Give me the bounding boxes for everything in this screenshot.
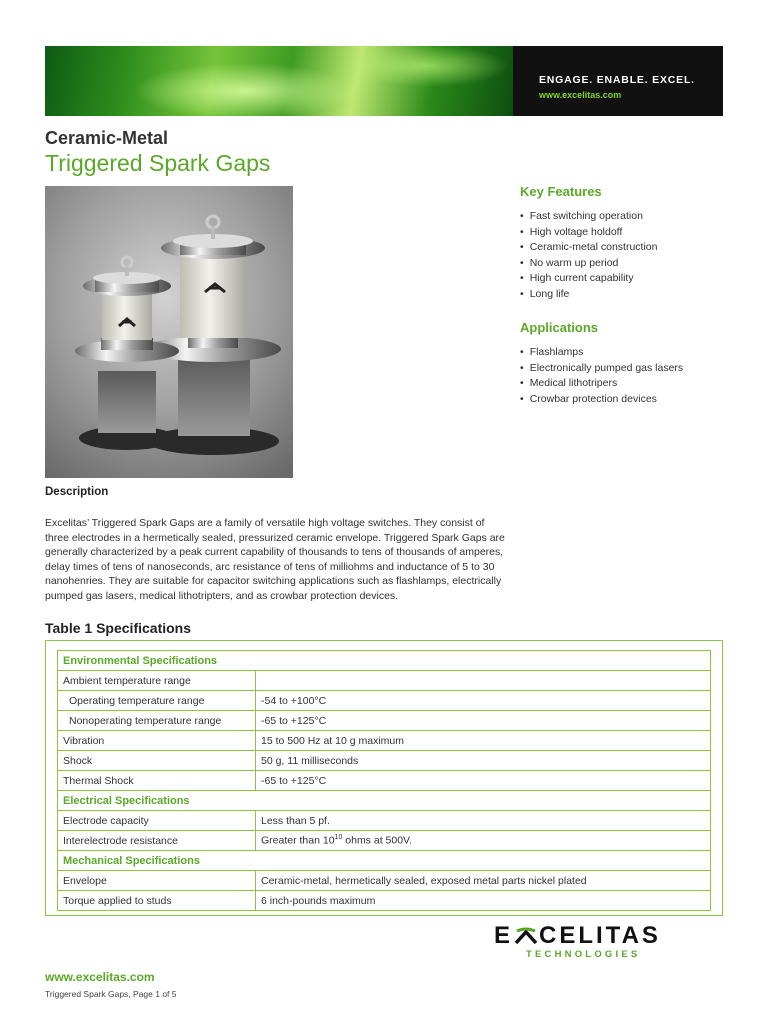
list-item: • Ceramic-metal construction xyxy=(520,240,740,256)
page-title: Triggered Spark Gaps xyxy=(45,150,271,176)
spec-value: Ceramic-metal, hermetically sealed, exposed metal parts nickel plated xyxy=(256,871,711,891)
spec-label: Ambient temperature range xyxy=(58,671,256,691)
applications-list xyxy=(520,345,740,407)
spec-label: Thermal Shock xyxy=(58,771,256,791)
table-row xyxy=(58,711,711,731)
spec-value xyxy=(256,831,711,851)
list-item: • Fast switching operation xyxy=(520,209,740,225)
spec-value: 15 to 500 Hz at 10 g maximum xyxy=(256,731,711,751)
list-item: • Medical lithotripers xyxy=(520,376,740,392)
description-heading: Description xyxy=(45,486,109,498)
list-item: • No warm up period xyxy=(520,256,740,272)
logo-wordmark xyxy=(494,922,704,950)
tagline: ENGAGE. ENABLE. EXCEL. xyxy=(539,74,695,86)
spec-label: Operating temperature range xyxy=(58,691,256,711)
table-row xyxy=(58,811,711,831)
footer-url-link[interactable]: www.excelitas.com xyxy=(45,970,155,984)
table-section-row xyxy=(58,651,711,671)
spec-label: Torque applied to studs xyxy=(58,891,256,911)
spec-table xyxy=(57,650,711,911)
spec-label: Electrode capacity xyxy=(58,811,256,831)
spec-table-frame xyxy=(45,640,723,916)
table-row xyxy=(58,891,711,911)
list-item: • Long life xyxy=(520,287,740,303)
banner-green-graphic xyxy=(45,46,513,116)
table-section-row xyxy=(58,791,711,811)
table-section-row xyxy=(58,851,711,871)
list-item: • Electronically pumped gas lasers xyxy=(520,361,740,377)
spec-label: Interelectrode resistance xyxy=(58,831,256,851)
table-row xyxy=(58,731,711,751)
table-row xyxy=(58,671,711,691)
spec-value: Less than 5 pf. xyxy=(256,811,711,831)
spark-gap-illustration xyxy=(45,186,293,478)
key-features-list xyxy=(520,209,740,302)
spec-value xyxy=(256,671,711,691)
header-banner xyxy=(45,46,723,116)
logo-letters: CELITAS xyxy=(539,922,661,949)
list-item: • Crowbar protection devices xyxy=(520,392,740,408)
spec-label: Nonoperating temperature range xyxy=(58,711,256,731)
spec-value: -65 to +125°C xyxy=(256,711,711,731)
logo-subtitle: TECHNOLOGIES xyxy=(526,949,641,960)
spec-value-text: Greater than 10 xyxy=(261,834,335,847)
section-heading-electrical: Electrical Specifications xyxy=(58,791,711,811)
spec-value: -65 to +125°C xyxy=(256,771,711,791)
table-row xyxy=(58,771,711,791)
spec-label: Envelope xyxy=(58,871,256,891)
list-item: • High current capability xyxy=(520,271,740,287)
description-body: Excelitas’ Triggered Spark Gaps are a family of versatile high voltage switches. They consist of three electrodes in a hermetically sealed, pressurized ceramic envelope. Triggered Spark Gaps are generally characterized by a peak current capability of thousands to tens of thousands of amperes, delay times of tens of nanoseconds, arc resistance of tens of milliohms and inductance of 5 to 30 nanohenries. They are suitable for capacitor switching applications such as flashlamps, electrically pumped gas lasers, medical lithotripters, and as crowbar protection devices. xyxy=(45,517,505,602)
spec-label: Shock xyxy=(58,751,256,771)
section-heading-mechanical: Mechanical Specifications xyxy=(58,851,711,871)
list-item: • High voltage holdoff xyxy=(520,225,740,241)
spec-value-exponent: 10 xyxy=(334,834,343,842)
table-row xyxy=(58,871,711,891)
header-url-link[interactable]: www.excelitas.com xyxy=(539,90,622,100)
section-heading-environmental: Environmental Specifications xyxy=(58,651,711,671)
logo-letter: E xyxy=(494,922,514,949)
table-row xyxy=(58,691,711,711)
table-row xyxy=(58,831,711,851)
table-row xyxy=(58,751,711,771)
feature-column xyxy=(520,184,740,407)
spec-value-text: ohms at 500V. xyxy=(342,834,413,847)
spec-value: -54 to +100°C xyxy=(256,691,711,711)
banner-black-panel xyxy=(513,46,723,116)
spec-label: Vibration xyxy=(58,731,256,751)
page-subtitle: Ceramic-Metal xyxy=(45,128,169,148)
spec-value: 50 g, 11 milliseconds xyxy=(256,751,711,771)
spec-value: 6 inch-pounds maximum xyxy=(256,891,711,911)
product-photo xyxy=(45,186,293,478)
table-title: Table 1 Specifications xyxy=(45,620,192,636)
list-item: • Flashlamps xyxy=(520,345,740,361)
logo-x-mark-icon xyxy=(514,926,538,946)
excelitas-logo xyxy=(494,922,704,960)
footer-page-label: Triggered Spark Gaps, Page 1 of 5 xyxy=(45,989,177,999)
key-features-heading: Key Features xyxy=(520,184,602,199)
applications-heading: Applications xyxy=(520,320,599,335)
